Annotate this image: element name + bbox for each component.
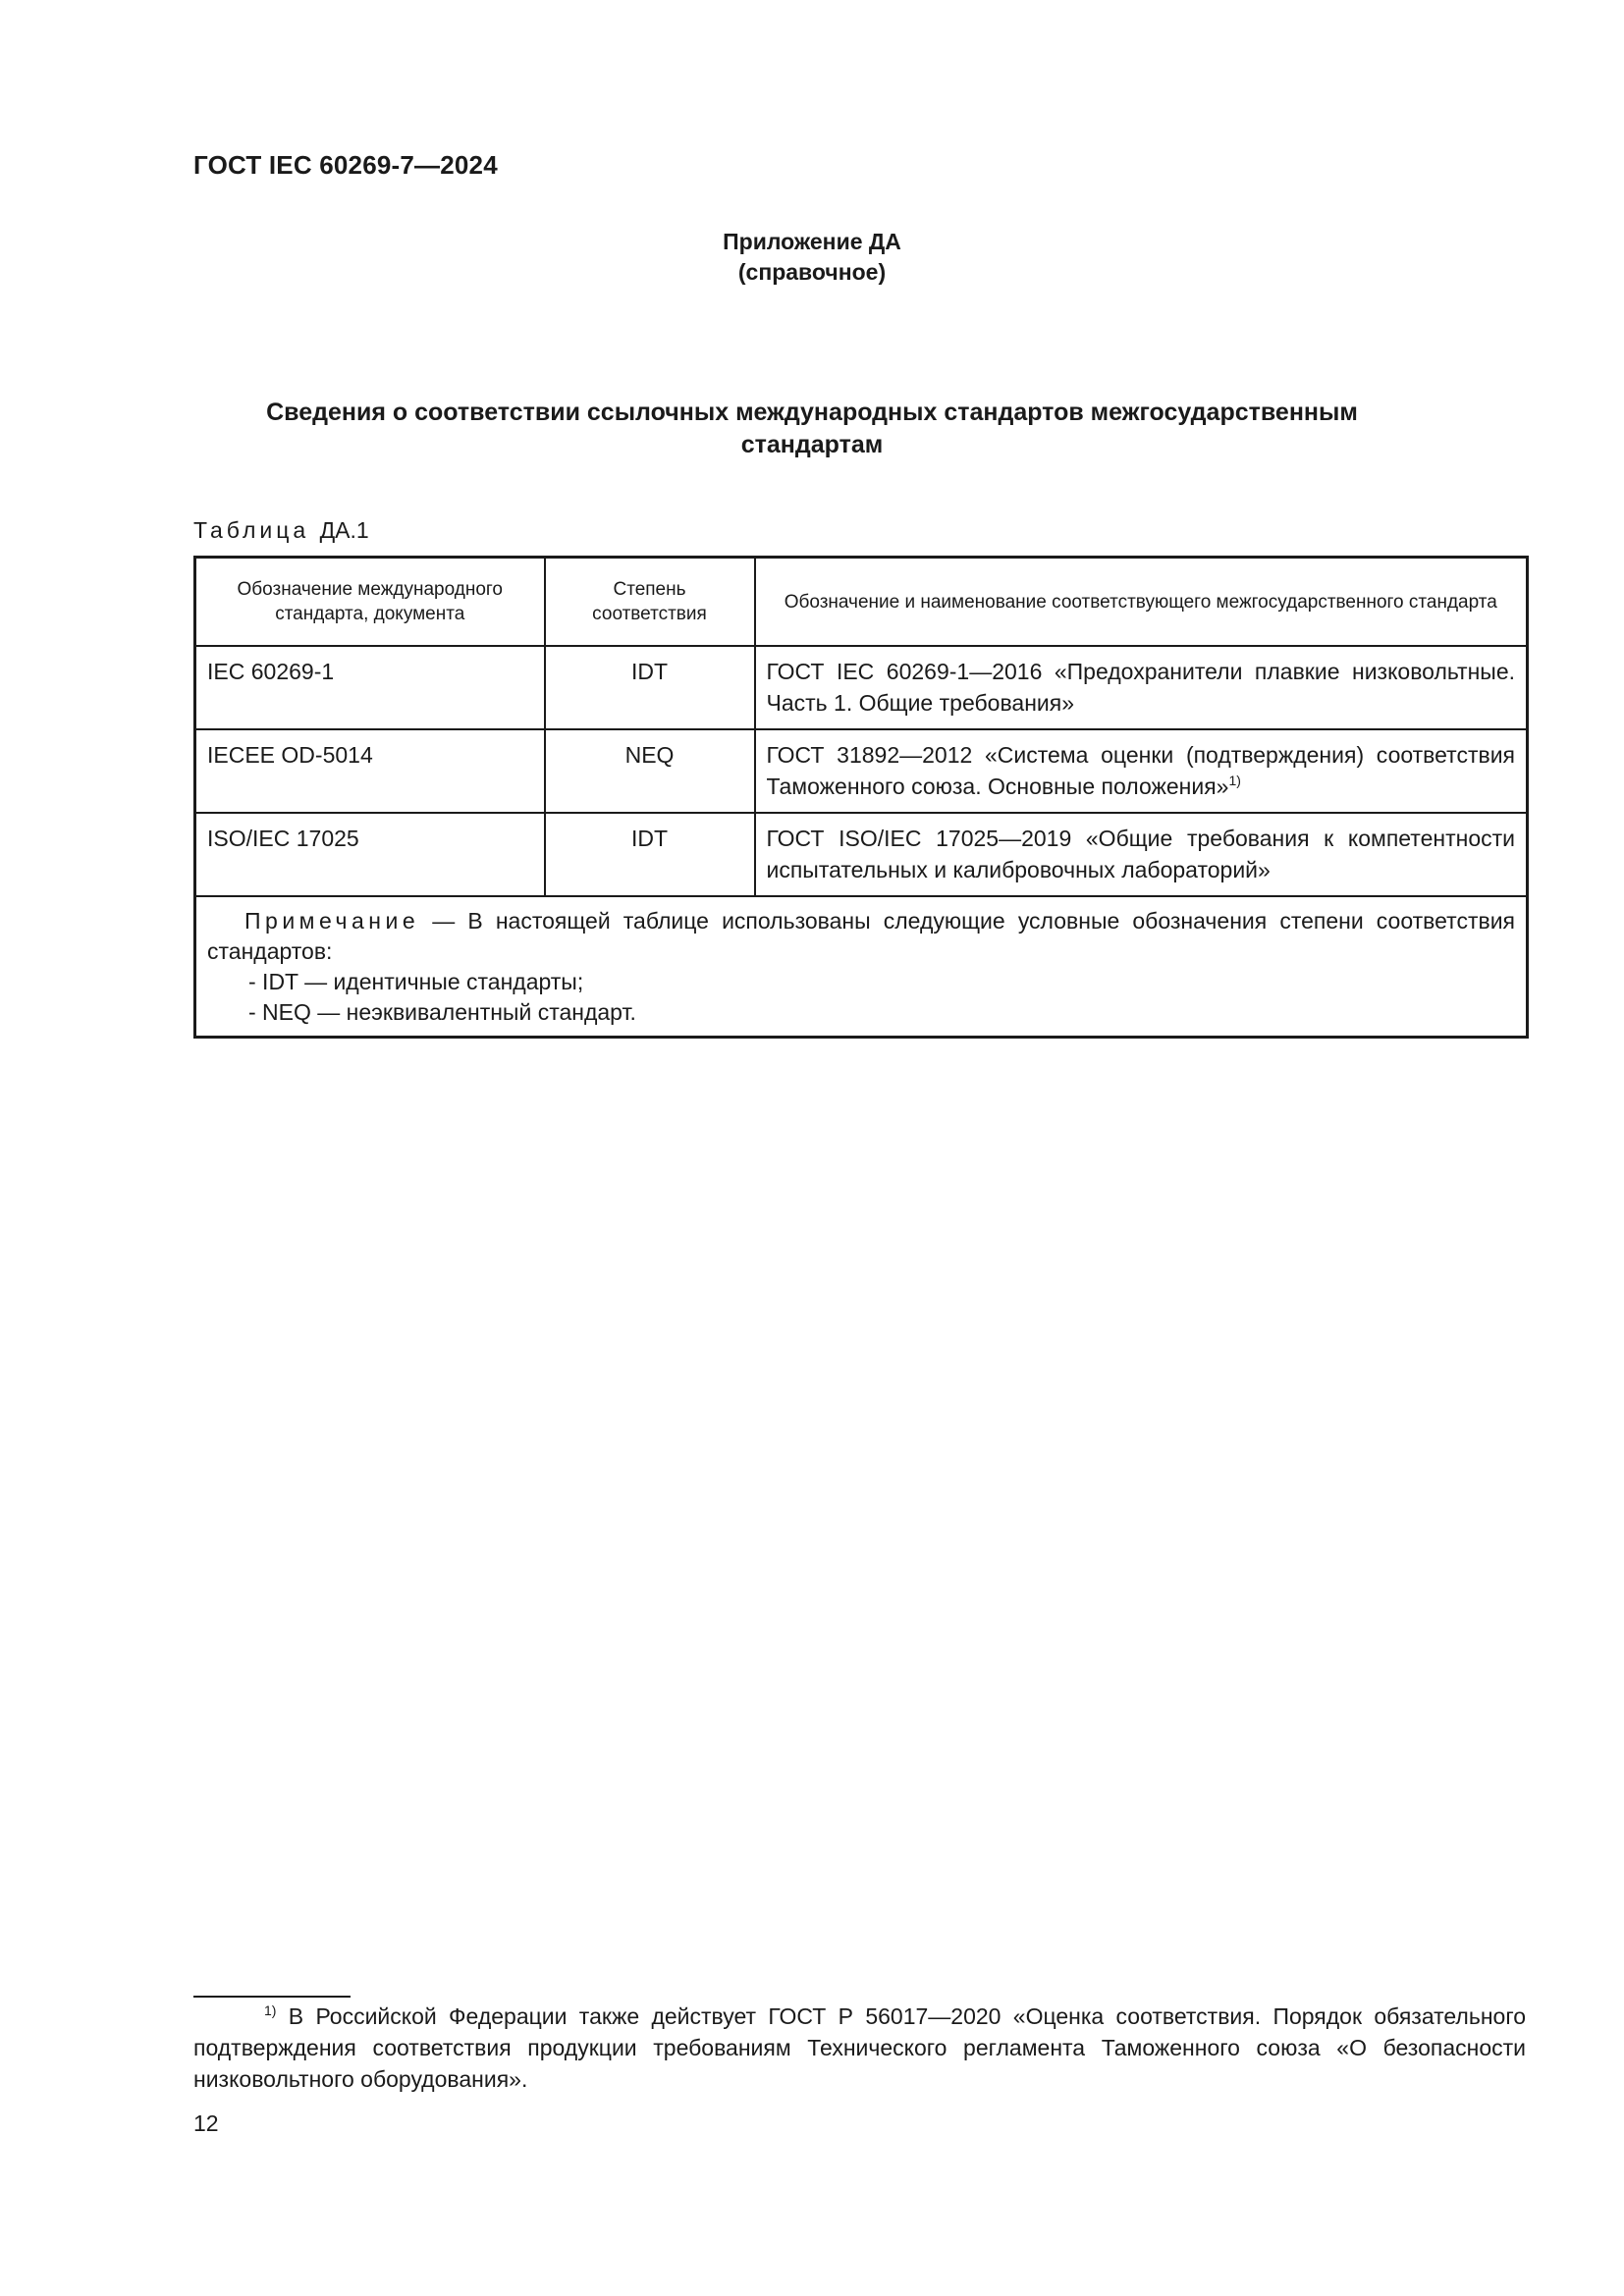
annex-title: Приложение ДА — [723, 229, 901, 254]
standards-table — [193, 556, 1529, 1039]
cell-degree: NEQ — [545, 729, 755, 813]
page-number: 12 — [193, 2110, 219, 2136]
footnote-text: В Российской Федерации также действует ГОСТ Р 56017—2020 «Оценка соответствия. Порядок обязательного подтверждения соответствия продукции требованиям Технического регламента Таможенного союза «О безопасности низковольтного оборудования». — [193, 2003, 1526, 2092]
table-row — [195, 646, 1528, 729]
table-row — [195, 813, 1528, 896]
interstate-text: ГОСТ ISO/IEC 17025—2019 «Общие требования к компетентности испытательных и калибровочных лабораторий» — [766, 826, 1515, 882]
table-header-row — [195, 558, 1528, 647]
header-interstate-standard: Обозначение и наименование соответствующего межгосударственного стандарта — [755, 558, 1528, 647]
table-label-number: ДА.1 — [319, 517, 369, 543]
cell-interstate-standard — [755, 813, 1528, 896]
table-label-word: Таблица — [193, 517, 310, 543]
footnote-divider — [193, 1996, 351, 1998]
footnote-mark: 1) — [264, 2002, 277, 2018]
table-label — [193, 517, 369, 544]
cell-interstate-standard — [755, 729, 1528, 813]
cell-interstate-standard — [755, 646, 1528, 729]
note-text: — В настоящей таблице использованы следующие условные обозначения степени соответствия стандартов: — [207, 908, 1515, 964]
note-item-neq: - NEQ — неэквивалентный стандарт. — [248, 999, 636, 1025]
cell-intl-standard: IECEE OD-5014 — [195, 729, 545, 813]
cell-intl-standard: IEC 60269-1 — [195, 646, 545, 729]
footnote-reference: 1) — [1228, 773, 1241, 788]
cell-degree: IDT — [545, 813, 755, 896]
interstate-text: ГОСТ 31892—2012 «Система оценки (подтверждения) соответствия Таможенного союза. Основные положения» — [766, 742, 1515, 799]
table-note — [195, 896, 1528, 1038]
header-degree: Степень соответствия — [545, 558, 755, 647]
cell-degree: IDT — [545, 646, 755, 729]
document-code: ГОСТ IEC 60269-7—2024 — [193, 150, 498, 180]
annex-kind: (справочное) — [737, 259, 887, 285]
note-item-idt: - IDT — идентичные стандарты; — [248, 969, 584, 994]
table-row — [195, 729, 1528, 813]
header-intl-standard: Обозначение международного стандарта, документа — [195, 558, 545, 647]
footnote — [193, 2001, 1526, 2095]
note-label: Примечание — [244, 908, 420, 934]
table-note-row — [195, 896, 1528, 1038]
interstate-text: ГОСТ IEC 60269-1—2016 «Предохранители плавкие низковольтные. Часть 1. Общие требования» — [766, 659, 1515, 716]
section-title: Сведения о соответствии ссылочных международных стандартов межгосударственным стандартам — [266, 399, 1358, 458]
cell-intl-standard: ISO/IEC 17025 — [195, 813, 545, 896]
